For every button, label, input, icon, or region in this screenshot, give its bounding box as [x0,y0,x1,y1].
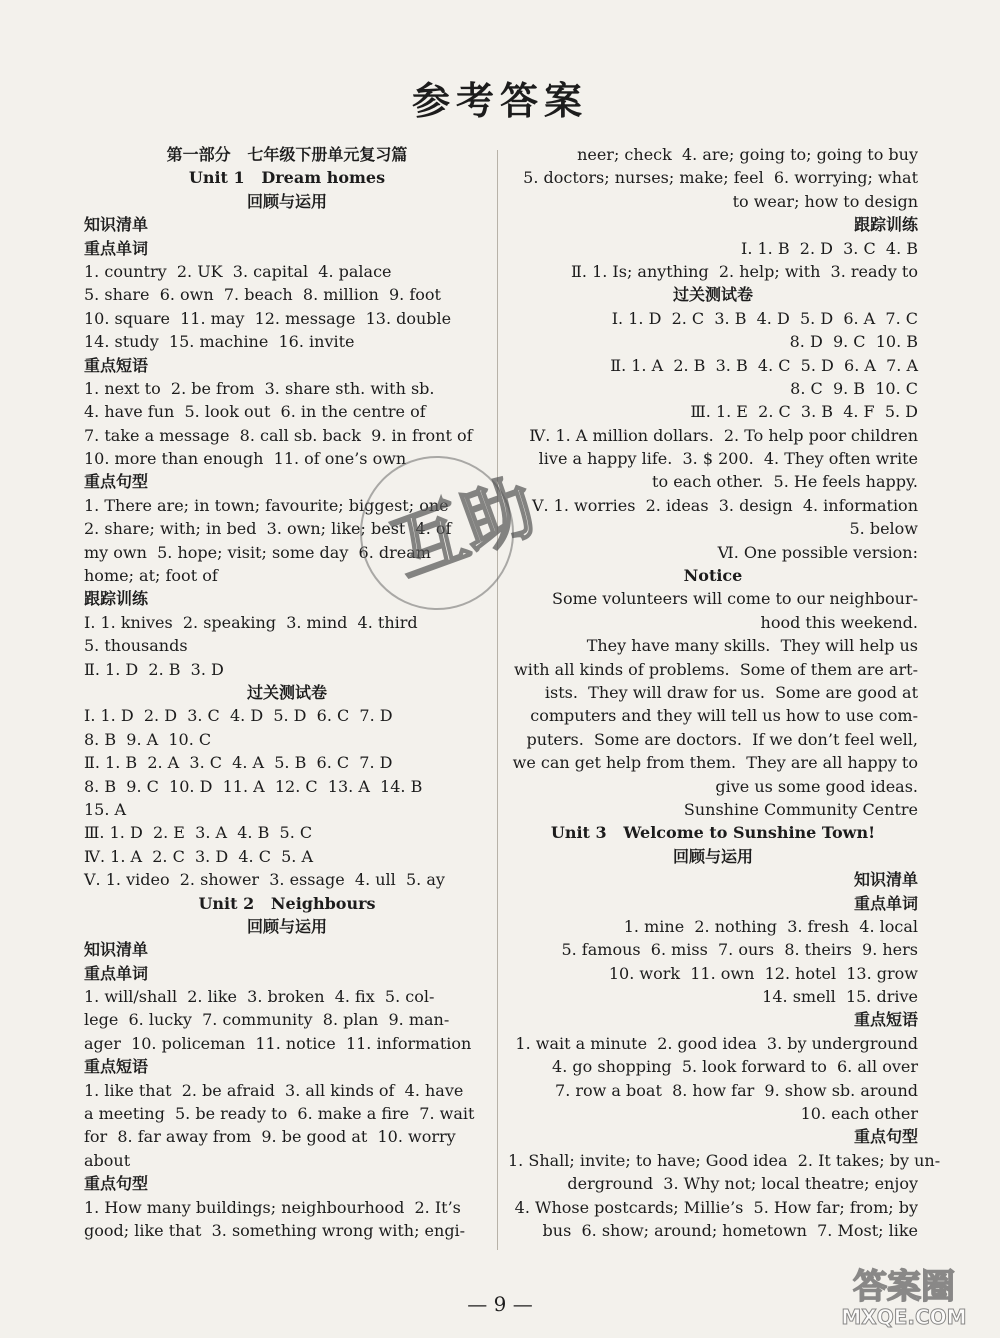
right-line: Ⅵ. One possible version: [717,542,918,562]
right-line: 跟踪训练 [853,215,918,235]
left-line: 5. share 6. own 7. beach 8. million 9. foot [84,285,441,305]
right-line: 1. wait a minute 2. good idea 3. by underground [515,1033,918,1053]
right-line: 10. each other [800,1104,918,1124]
right-line: 10. work 11. own 12. hotel 13. grow [608,963,918,983]
left-line: good; like that 3. something wrong with; engi- [84,1220,466,1240]
left-line: 1. like that 2. be afraid 3. all kinds of 4. have [84,1080,464,1100]
left-line: 10. square 11. may 12. message 13. double [84,308,452,328]
right-line: to each other. 5. He feels happy. [652,472,918,492]
left-line: 1. will/shall 2. like 3. broken 4. fix 5. col- [84,987,435,1007]
left-line: Ⅴ. 1. video 2. shower 3. essage 4. ull 5. ay [84,870,445,890]
left-line: 重点单词 [84,238,149,258]
left-line: 回顾与运用 [246,916,327,936]
left-line: 知识清单 [84,940,149,960]
right-line: to wear; how to design [732,191,918,211]
left-line: 1. next to 2. be from 3. share sth. with sb. [84,378,435,398]
right-line: with all kinds of problems. Some of them are art- [514,659,918,679]
right-line: 回顾与运用 [672,846,753,866]
watermark-logo: 互助 [381,462,547,592]
right-line: 重点短语 [853,1010,918,1030]
left-line: 5. thousands [84,636,188,656]
left-line: Ⅱ. 1. D 2. B 3. D [84,659,224,679]
left-line: Unit 1 Dream homes [188,168,386,188]
left-line: 1. How many buildings; neighbourhood 2. It’s [84,1197,461,1217]
left-line: 重点句型 [84,1174,149,1194]
left-line: 重点单词 [84,963,149,983]
left-line: lege 6. lucky 7. community 8. plan 9. man- [84,1010,450,1030]
left-line: a meeting 5. be ready to 6. make a fire 7. wait [84,1104,475,1124]
left-line: 8. B 9. A 10. C [84,729,212,749]
right-line: Ⅳ. 1. A million dollars. 2. To help poor children [529,425,918,445]
right-line: 重点单词 [853,893,918,913]
left-line: home; at; foot of [84,566,218,586]
left-line: 知识清单 [84,215,149,235]
right-line: 8. D 9. C 10. B [789,332,918,352]
page-title: 参考答案 [411,78,588,123]
corner-logo-url: MXQE.COM [841,1305,967,1329]
right-line: Ⅰ. 1. B 2. D 3. C 4. B [741,238,918,258]
right-line: 5. doctors; nurses; make; feel 6. worrying; what [523,168,918,188]
right-line: we can get help from them. They are all happy to [512,753,918,773]
left-line: 重点短语 [84,1057,149,1077]
left-line: 15. A [84,799,127,819]
left-line: 14. study 15. machine 16. invite [84,332,355,352]
left-line: ager 10. policeman 11. notice 11. information [84,1033,472,1053]
left-line: Unit 2 Neighbours [198,893,376,913]
left-line: 第一部分 七年级下册单元复习篇 [166,145,408,164]
left-line: about [84,1150,131,1170]
column-divider [497,150,498,1250]
right-line: 4. go shopping 5. look forward to 6. all over [552,1057,918,1077]
right-line: They have many skills. They will help us [586,636,918,656]
right-line: Sunshine Community Centre [683,799,918,819]
right-column [508,143,941,1242]
left-line: 10. more than enough 11. of one’s own [84,449,407,469]
left-line: 重点句型 [84,472,149,492]
right-line: 重点句型 [853,1127,918,1147]
right-line: Some volunteers will come to our neighbour- [552,589,918,609]
left-line: 1. There are; in town; favourite; biggest; one [84,495,449,515]
right-line: Ⅲ. 1. E 2. C 3. B 4. F 5. D [690,402,918,422]
left-line: 过关测试卷 [246,682,327,702]
left-line: Ⅱ. 1. B 2. A 3. C 4. A 5. B 6. C 7. D [84,753,393,773]
left-line: 回顾与运用 [246,191,327,211]
right-line: computers and they will tell us how to use com- [530,706,918,726]
left-line: 4. have fun 5. look out 6. in the centre of [84,402,426,422]
right-line: hood this weekend. [760,612,918,632]
right-line: 1. Shall; invite; to have; Good idea 2. It takes; by un- [508,1150,941,1170]
right-line: 5. below [849,519,918,539]
right-line: Unit 3 Welcome to Sunshine Town! [550,823,876,843]
right-line: Ⅱ. 1. Is; anything 2. help; with 3. ready to [571,261,918,281]
right-line: give us some good ideas. [715,776,918,796]
left-line: my own 5. hope; visit; some day 6. dream [84,542,431,562]
left-line: Ⅲ. 1. D 2. E 3. A 4. B 5. C [84,823,313,843]
corner-logo-text: 答案圈 [853,1267,955,1307]
right-line: bus 6. show; around; hometown 7. Most; like [542,1220,918,1240]
left-line: Ⅰ. 1. D 2. D 3. C 4. D 5. D 6. C 7. D [84,706,393,726]
right-line: derground 3. Why not; local theatre; enjoy [567,1174,918,1194]
right-line: Ⅰ. 1. D 2. C 3. B 4. D 5. D 6. A 7. C [611,308,918,328]
right-line: 7. row a boat 8. how far 9. show sb. around [555,1080,918,1100]
left-line: Ⅰ. 1. knives 2. speaking 3. mind 4. third [84,612,418,632]
right-line: 5. famous 6. miss 7. ours 8. theirs 9. hers [561,940,918,960]
right-line: 14. smell 15. drive [762,987,918,1007]
right-line: puters. Some are doctors. If we don’t feel well, [526,729,918,749]
right-line: Notice [683,566,743,586]
right-line: 知识清单 [853,870,918,890]
left-line: 8. B 9. C 10. D 11. A 12. C 13. A 14. B [84,776,423,796]
right-line: neer; check 4. are; going to; going to buy [577,145,918,164]
left-line: 重点短语 [84,355,149,375]
right-line: 过关测试卷 [672,285,753,305]
right-line: Ⅴ. 1. worries 2. ideas 3. design 4. information [531,495,918,515]
right-line: 4. Whose postcards; Millie’s 5. How far; from; by [514,1197,918,1217]
left-line: 7. take a message 8. call sb. back 9. in front of [84,425,473,445]
right-line: live a happy life. 3. $ 200. 4. They often write [538,449,918,469]
right-line: 1. mine 2. nothing 3. fresh 4. local [623,916,918,936]
right-line: 8. C 9. B 10. C [790,378,918,398]
left-line: Ⅳ. 1. A 2. C 3. D 4. C 5. A [84,846,314,866]
left-line: 1. country 2. UK 3. capital 4. palace [84,261,392,281]
left-line: for 8. far away from 9. be good at 10. worry [84,1127,456,1147]
left-line: 2. share; with; in bed 3. own; like; best 4. of [84,519,452,539]
left-column [84,143,490,1242]
page-number: — 9 — [467,1292,533,1316]
right-line: ists. They will draw for us. Some are good at [544,682,918,702]
left-line: 跟踪训练 [84,589,149,609]
right-line: Ⅱ. 1. A 2. B 3. B 4. C 5. D 6. A 7. A [610,355,918,375]
